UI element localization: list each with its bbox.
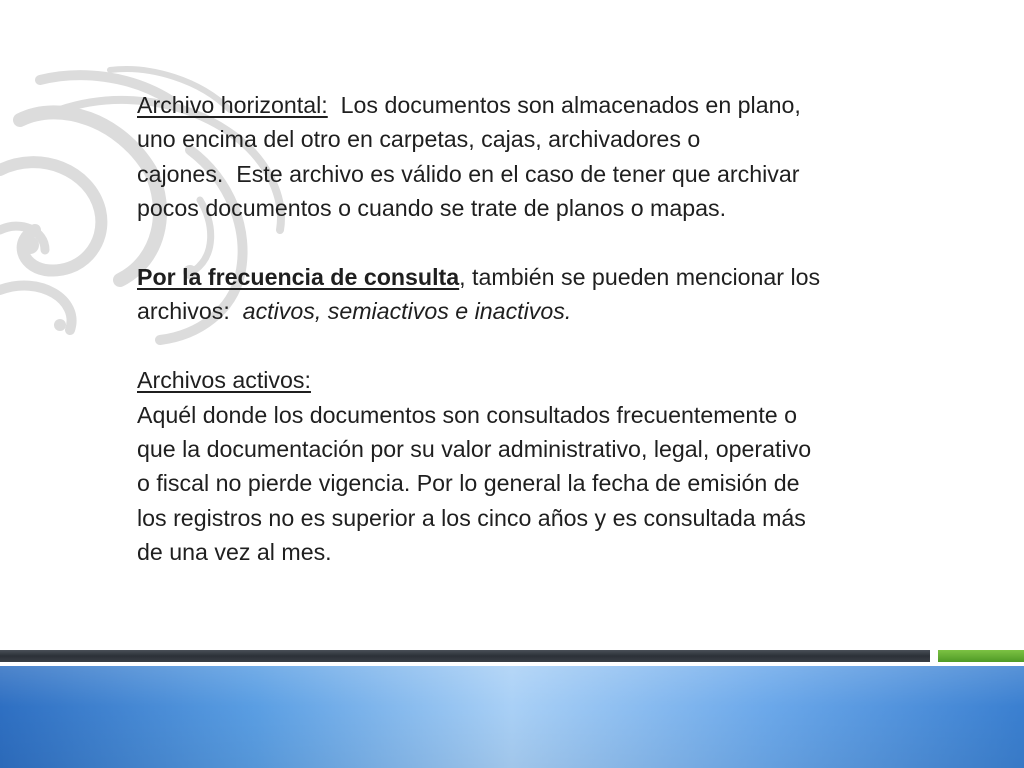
para1-line4: pocos documentos o cuando se trate de planos o mapas. [137,195,727,222]
spacer [137,329,917,363]
para1-line3: cajones. Este archivo es válido en el caso de tener que archivar [137,160,800,187]
paragraph-frecuencia-consulta [137,260,917,329]
heading-archivo-horizontal: Archivo horizontal: [137,92,328,118]
para3-line3: o fiscal no pierde vigencia. Por lo general la fecha de emisión de [137,470,800,497]
paragraph-archivo-horizontal [137,88,917,226]
heading-archivos-activos: Archivos activos: [137,367,311,394]
footer-blue-band [0,666,1024,768]
slide-body [137,88,917,570]
para2-line1: , también se pueden mencionar los [459,264,821,291]
para3-line5: de una vez al mes. [137,539,332,566]
para2-line2-prefix: archivos: [137,298,243,325]
para2-line2-italic: activos, semiactivos e inactivos. [242,298,572,325]
heading-frecuencia-consulta: Por la frecuencia de consulta [137,264,460,291]
para3-line4: los registros no es superior a los cinco años y es consultada más [137,504,806,531]
para1-line1: Los documentos son almacenados en plano, [327,92,801,118]
para3-line1: Aquél donde los documentos son consultados frecuentemente o [137,401,797,428]
paragraph-archivos-activos [137,363,917,569]
spacer [137,226,917,260]
footer-green-stripe [938,650,1024,662]
footer-dark-stripe [0,650,930,662]
para3-line2: que la documentación por su valor administrativo, legal, operativo [137,436,812,463]
para1-line2: uno encima del otro en carpetas, cajas, archivadores o [137,126,701,153]
